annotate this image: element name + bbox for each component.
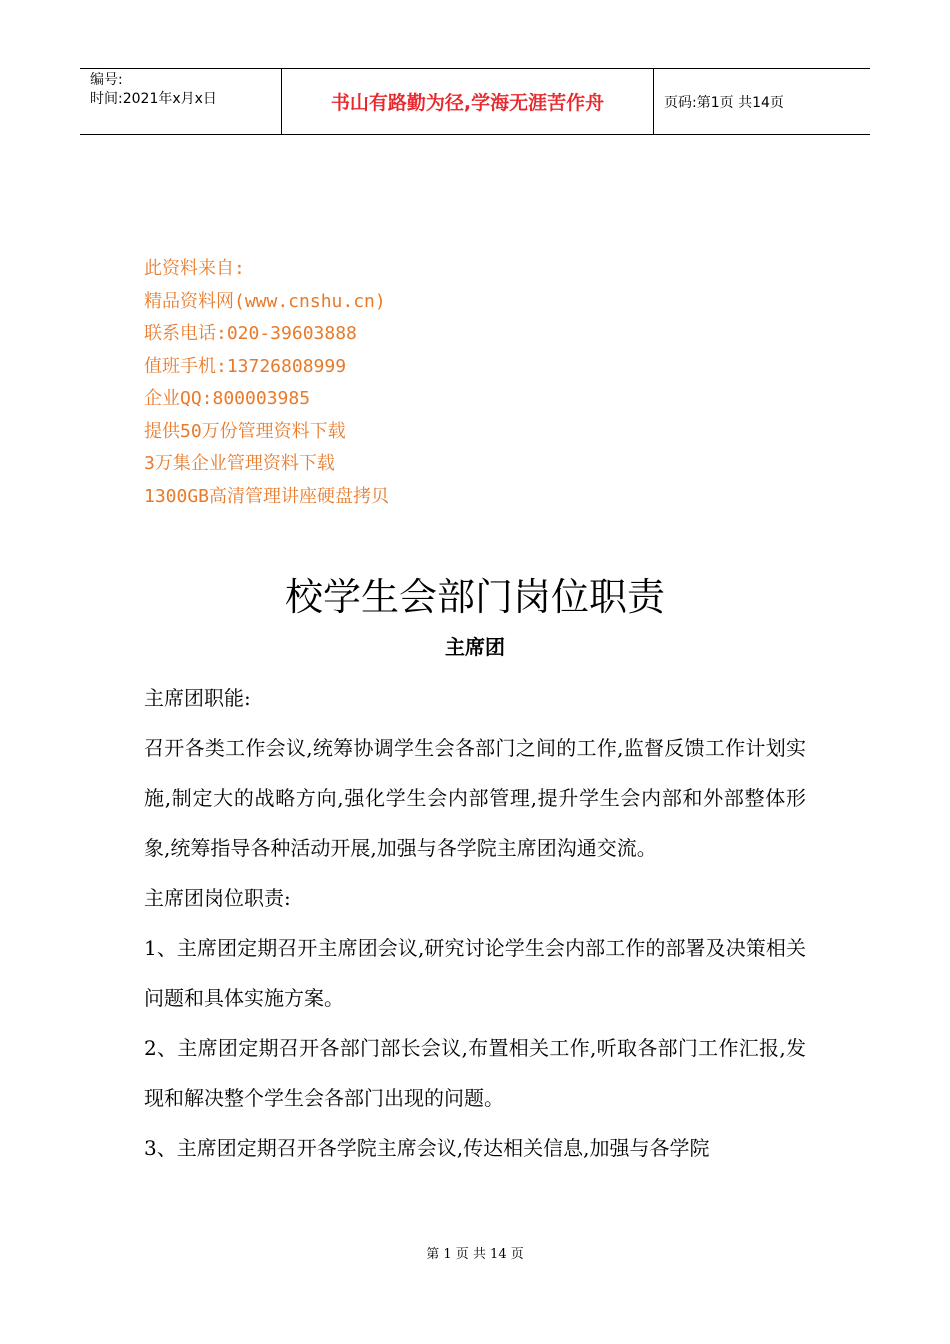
paragraph: 3、主席团定期召开各学院主席会议,传达相关信息,加强与各学院 — [144, 1136, 710, 1160]
info-line: 提供50万份管理资料下载 — [144, 420, 346, 442]
section-heading: 主席团 — [445, 635, 505, 659]
paragraph: 召开各类工作会议,统筹协调学生会各部门之间的工作,监督反馈工作计划实施,制定大的战略方向,强化学生会内部管理,提升学生会内部和外部整体形象,统筹指导各种活动开展,加强与各学院主席团沟通交流。 — [144, 736, 806, 860]
info-line: 1300GB高清管理讲座硬盘拷贝 — [144, 485, 390, 507]
info-line: 值班手机:13726808999 — [144, 355, 347, 377]
info-line: 联系电话:020-39603888 — [144, 323, 357, 344]
page-header — [80, 68, 870, 135]
paragraph: 1、主席团定期召开主席团会议,研究讨论学生会内部工作的部署及决策相关问题和具体实施方案。 — [144, 936, 806, 1010]
header-meta-cell — [80, 69, 282, 134]
info-line: 企业QQ:800003985 — [144, 388, 311, 409]
header-page-label: 页码:第1页 共14页 — [664, 95, 784, 111]
document-body — [144, 673, 806, 1173]
info-line: 3万集企业管理资料下载 — [144, 453, 335, 474]
paragraph: 主席团职能: — [144, 686, 251, 710]
page-footer: 第 1 页 共 14 页 — [426, 1247, 524, 1262]
header-motto-cell — [282, 69, 654, 134]
document-number-label: 编号: — [90, 72, 123, 88]
header-page-cell — [654, 69, 870, 134]
header-motto: 书山有路勤为径,学海无涯苦作舟 — [330, 92, 605, 114]
document-time-label: 时间:2021年x月x日 — [90, 91, 217, 107]
paragraph: 主席团岗位职责: — [144, 886, 291, 910]
document-title: 校学生会部门岗位职责 — [284, 575, 665, 619]
source-info-block — [144, 253, 389, 513]
info-line: 此资料来自: — [144, 258, 245, 279]
info-line: 精品资料网(www.cnshu.cn) — [144, 290, 386, 312]
paragraph: 2、主席团定期召开各部门部长会议,布置相关工作,听取各部门工作汇报,发现和解决整个学生会各部门出现的问题。 — [144, 1036, 806, 1110]
